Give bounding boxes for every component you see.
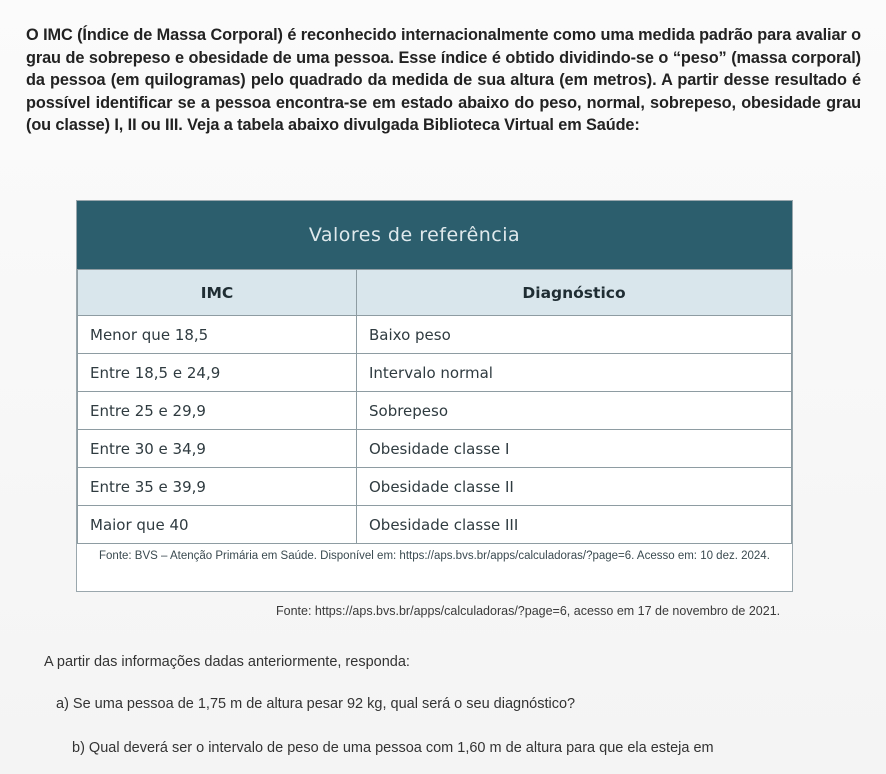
table-row xyxy=(78,392,792,430)
header-diagnostico: Diagnóstico xyxy=(357,270,792,316)
imc-cell: Menor que 18,5 xyxy=(78,316,357,354)
table-row xyxy=(78,354,792,392)
table-row xyxy=(78,316,792,354)
imc-cell: Entre 18,5 e 24,9 xyxy=(78,354,357,392)
diagnosis-cell: Sobrepeso xyxy=(357,392,792,430)
diagnosis-cell: Obesidade classe III xyxy=(357,506,792,544)
imc-cell: Maior que 40 xyxy=(78,506,357,544)
table-header-row xyxy=(78,270,792,316)
imc-cell: Entre 35 e 39,9 xyxy=(78,468,357,506)
table-row xyxy=(78,506,792,544)
imc-cell: Entre 25 e 29,9 xyxy=(78,392,357,430)
reference-table-card xyxy=(76,200,793,592)
table-source-note: Fonte: BVS – Atenção Primária em Saúde. Disponível em: https://aps.bvs.br/apps/calculadoras/?page=6. Acesso em: 10 dez. 2024. xyxy=(99,550,770,562)
table-row xyxy=(78,468,792,506)
question-a: a) Se uma pessoa de 1,75 m de altura pesar 92 kg, qual será o seu diagnóstico? xyxy=(56,696,576,712)
questions-lead: A partir das informações dadas anteriormente, responda: xyxy=(44,654,410,670)
table-row xyxy=(78,430,792,468)
imc-cell: Entre 30 e 34,9 xyxy=(78,430,357,468)
table-title: Valores de referência xyxy=(77,201,792,269)
diagnosis-cell: Intervalo normal xyxy=(357,354,792,392)
reference-table xyxy=(77,269,792,544)
header-imc: IMC xyxy=(78,270,357,316)
diagnosis-cell: Baixo peso xyxy=(357,316,792,354)
diagnosis-cell: Obesidade classe II xyxy=(357,468,792,506)
intro-paragraph: O IMC (Índice de Massa Corporal) é reconhecido internacionalmente como uma medida padrão para avaliar o grau de sobrepeso e obesidade de uma pessoa. Esse índice é obtido dividindo-se o “peso” (massa corporal) da pessoa (em quilogramas) pelo quadrado da medida de sua altura (em metros). A partir desse resultado é possível identificar se a pessoa encontra-se em estado abaixo do peso, normal, sobrepeso, obesidade grau (ou classe) I, II ou III. Veja a tabela abaixo divulgada Biblioteca Virtual em Saúde: xyxy=(26,26,861,134)
diagnosis-cell: Obesidade classe I xyxy=(357,430,792,468)
image-source-caption: Fonte: https://aps.bvs.br/apps/calculadoras/?page=6, acesso em 17 de novembro de 2021. xyxy=(276,604,781,618)
question-b: b) Qual deverá ser o intervalo de peso de uma pessoa com 1,60 m de altura para que ela esteja em xyxy=(72,740,714,756)
